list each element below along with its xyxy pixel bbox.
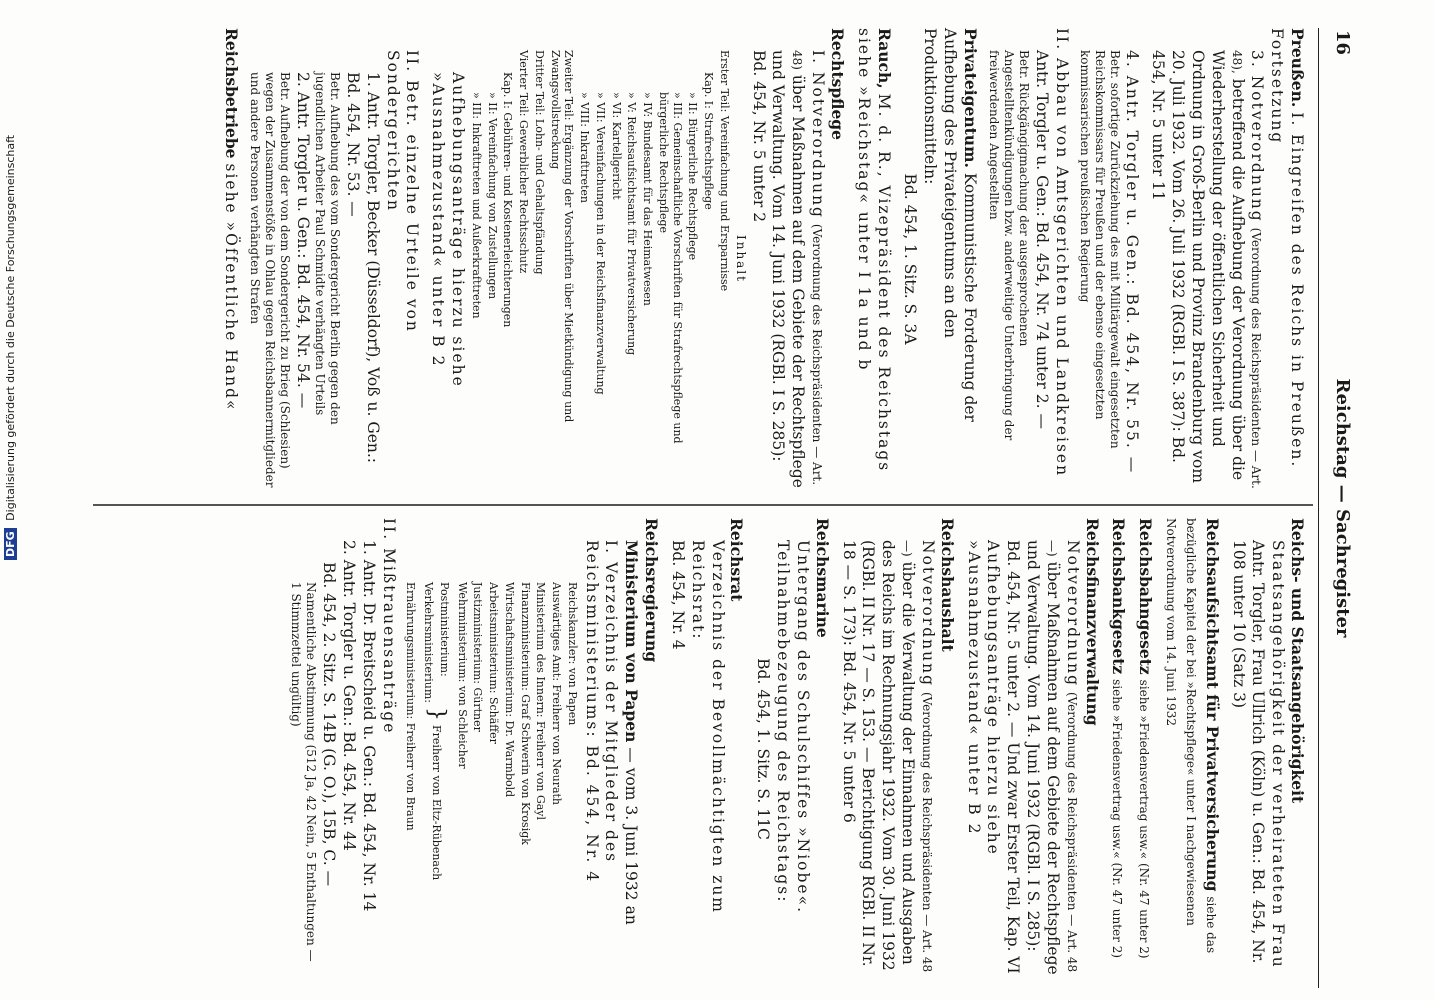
column-divider <box>93 504 1313 506</box>
item-note: Betr. sofortige Zurückziehung des mit Militärgewalt eingesetzten Reichskommissars für Preußen und der ebenso eingesetzten kommissarischen preußischen Regierung <box>1077 50 1122 449</box>
preussen-item-3 <box>1147 28 1266 490</box>
entry-text: siehe »Friedensvertrag usw.« (Nr. 47 unter 2) <box>1110 679 1125 959</box>
ministry-name: Ministerium von Papen <box>622 540 642 743</box>
entry-title: Reichsbetriebe <box>222 28 242 159</box>
item-note: Namentliche Abstimmung (512 Ja, 42 Nein, 5 Enthaltungen — <box>304 582 319 962</box>
entry-title: Reichshaushalt <box>937 518 957 652</box>
item-text: 1. Antr. Torgler, Becker (Düsseldorf), Voß u. Gen.: Bd. 454, Nr. 53. — <box>343 72 382 464</box>
toc-item: » VII: Vereinfachungen in der Reichsfinanzverwaltung <box>593 92 607 395</box>
toc-item: » VI: Kartellgericht <box>609 92 623 200</box>
minister-item: Postministerium: <box>437 582 451 677</box>
toc-item: » III: Inkrafttreten und Außerkrafttreten <box>469 92 483 319</box>
item-note: (Verordnung des Reichspräsidenten — Art. 48) <box>790 50 825 486</box>
reichsbahngesetz-entry <box>1134 518 1155 980</box>
item-note: Betr. Aufhebung der von dem Sondergericht zu Brieg (Schlesien) wegen der Zusammenstöße in Ohlau gegen Reichsbannermitglieder und andere Personen verhängten Strafen <box>248 72 293 488</box>
entry-title: Reichsaufsichtsamt für Privatversicherung <box>1202 518 1222 892</box>
abbau-entry <box>986 28 1071 490</box>
entry-text: siehe »Friedensvertrag usw.« (Nr. 47 unter 2) <box>1137 679 1152 959</box>
aufhebung-note: Aufhebungsanträge hierzu siehe »Ausnahmezustand« unter B 2 <box>429 72 468 388</box>
toc-item: Vierter Teil: Gewerblicher Rechtsschutz <box>517 50 531 274</box>
reichsbetriebe-entry <box>220 28 241 490</box>
entry-text: Verzeichnis der Bevollmächtigten zum Reichsrat: <box>688 540 727 915</box>
minister-item: Finanzministerium: Graf Schwerin von Krosigk <box>518 582 532 845</box>
toc-item: » VIII: Inkrafttreten <box>578 92 592 204</box>
toc-item: » IV: Bundesamt für das Heimatwesen <box>641 92 655 306</box>
toc-item: Kap. I: Strafrechtspflege <box>702 72 716 210</box>
item-text: 1. Antr. Dr. Breitscheid u. Gen.: Bd. 454, Nr. 14 <box>359 540 378 912</box>
item-text: über die Verwaltung der Einnahmen und Ausgaben des Reichs im Rechnungsjahr 1932. Vom 30. Juni 1932 (RGBl. II Nr. 17 — S. 153. — Berichtigung RGBl. II Nr. 18 — S. 173): Bd. 454, Nr. 5 unter 6 <box>839 540 918 971</box>
entry-title: Preußen. <box>1288 28 1307 108</box>
entry-title: Reichsmarine <box>812 518 832 638</box>
rauch-entry <box>853 28 894 490</box>
entry-text: Antr. Torgler u. Gen.: Bd. 454, Nr. 74 unter 2. — <box>1032 50 1051 429</box>
right-column <box>288 518 1307 980</box>
item-label: Notverordnung <box>918 540 937 687</box>
reichshaushalt-entry <box>838 518 957 980</box>
minister-list <box>404 518 579 980</box>
entry-title: Rechtspflege <box>827 28 847 141</box>
minister-item: Ministerium des Innern: Freiherr von Gayl <box>534 582 548 821</box>
entry-text: Staatsangehörigkeit der verheirateten Frau <box>1269 540 1288 969</box>
dfg-logo: DFG <box>4 528 17 560</box>
page-number: 16 <box>1332 30 1353 56</box>
item-text: betreffend die Aufhebung der Verordnung über die Wiederherstellung der öffentlichen Sicherheit und Ordnung in Groß-Berlin und Provinz Brandenburg vom 20. Juli 1932. Vom 26. Juli 1932 (RGBl. I S. 387): Bd. 454, Nr. 5 unter 11 <box>1149 50 1247 484</box>
entry-title: Reichsfinanzverwaltung <box>1082 518 1102 726</box>
minister-item: Arbeitsministerium: Schäffer <box>487 582 501 744</box>
rechtspflege-entry <box>247 28 847 490</box>
item-label: II. Mißtrauensanträge <box>379 518 398 735</box>
entry-text: Kommunistische Forderung der Aufhebung des Privateigentums an den Produktionsmitteln: <box>921 28 979 422</box>
item-label: 4. Antr. Torgler u. Gen.: Bd. 454, Nr. 55. — <box>1123 50 1142 475</box>
entry-ref: Bd. 454, 1. Sitz. S. 3A <box>901 173 920 345</box>
item-text: über Maßnahmen auf dem Gebiete der Rechtspflege und Verwaltung. Vom 14. Juni 1932 (RGBl. I S. 285): Bd. 454, Nr. 5 unter 2 <box>749 50 808 488</box>
aufsichtsamt-entry <box>1161 518 1221 980</box>
minister-shared: Freiherr von Eltz-Rübenach <box>429 725 443 881</box>
minister-item: Wehrministerium: von Schleicher <box>455 582 469 769</box>
toc-list <box>469 28 731 490</box>
entry-title: Privateigentum. <box>960 28 980 168</box>
item-note: (Verordnung des Reichspräsidenten — Art. 48), <box>1229 50 1264 489</box>
entry-title: II. Abbau von Amtsgerichten und Landkreisen <box>1052 28 1071 478</box>
aufhebung-note: Aufhebungsanträge hierzu siehe »Ausnahmezustand« unter B 2 <box>964 540 1003 856</box>
minister-item: Wirtschaftsministerium: Dr. Warmbold <box>502 582 516 798</box>
item-note: Betr. Aufhebung des vom Sondergericht Berlin gegen den jugendlichen Arbeiter Paul Schmidte verhängten Urteils <box>313 72 343 425</box>
digitization-footer <box>4 130 24 560</box>
item-note: (Verordnung des Reichspräsidenten — Art. 48 —) <box>900 540 934 973</box>
item-text: über Maßnahmen auf dem Gebiete der Rechtspflege und Verwaltung. Vom 14. Juni 1932 (RGBl. I S. 285): Bd. 454, Nr. 5 unter 2. — Und zwar Erster Teil, Kap. VI <box>1004 540 1062 975</box>
entry-text: I. Eingreifen des Reichs in Preußen. Fortsetzung <box>1268 28 1306 469</box>
minister-item: Auswärtiges Amt: Freiherr von Neurath <box>550 582 564 806</box>
item-label: 3. Notverordnung <box>1248 50 1267 223</box>
reichsmarine-entry <box>752 518 831 980</box>
page-header <box>1318 28 1357 988</box>
minister-item: Reichskanzler: von Papen <box>565 582 579 726</box>
item-label: I. Notverordnung <box>809 50 828 219</box>
left-column <box>220 28 1307 490</box>
entry-text: Untergang des Schulschiffes »Niobe«. Teilnahmebezeugung des Reichstags: <box>774 540 812 914</box>
brace-icon: } <box>423 707 449 721</box>
preussen-entry <box>1266 28 1307 490</box>
minister-item: Justizministerium: Gürtner <box>471 582 485 732</box>
item-text: 2. Antr. Torgler u. Gen.: Bd. 454, Nr. 44 <box>339 540 358 851</box>
toc-item: » II: Vereinfachung von Zustellungen <box>485 92 499 300</box>
entry-text: siehe das bezügliche Kapitel der bei »Rechtspflege« unter I nachgewiesenen Notverordnung vom 14. Juni 1932 <box>1164 518 1218 954</box>
toc-item: » V: Reichsaufsichtsamt für Privatversicherung <box>625 92 639 356</box>
item-note: (Verordnung des Reichspräsidenten — Art. 48 —) <box>1044 540 1079 973</box>
page-title: Reichstag — Sachregister <box>1332 378 1353 638</box>
footer-text: Digitalisierung gefördert durch die Deutsche Forschungsgemeinschaft <box>4 134 17 521</box>
entry-title: Reichsbahngesetz <box>1136 518 1156 675</box>
item-note: 1 Stimmzettel ungültig) <box>289 582 304 727</box>
reichsfinanzverwaltung-entry <box>963 518 1102 980</box>
ministry-date: — vom 3. Juni 1932 an <box>622 747 641 925</box>
entry-text: siehe »Öffentliche Hand« <box>222 163 241 412</box>
toc-item: Dritter Teil: Lohn- und Gehaltspfändung <box>532 50 546 275</box>
entry-title: Reichs- und Staatsangehörigkeit <box>1288 518 1307 804</box>
reichsregierung-entry <box>288 518 661 980</box>
reichsrat-entry <box>667 518 746 980</box>
entry-ref: Bd. 454, 1. Sitz. S. 11C <box>754 658 773 840</box>
toc-item: Kap. I: Gebühren- und Kostenerleichterungen <box>501 72 515 328</box>
minister-item: Verkehrsministerium: <box>422 582 436 703</box>
item-label: Notverordnung <box>1063 540 1082 687</box>
reichsbankgesetz-entry <box>1108 518 1129 980</box>
item-label: I. Verzeichnis der Mitglieder des Reichsministeriums: Bd. 454, Nr. 4 <box>582 540 621 884</box>
entry-title: Reichsregierung <box>642 518 662 663</box>
rotated-page-content <box>77 28 1357 988</box>
entry-note: Betr. Rückgängigmachung der ausgesprochenen Angestelltenkündigungen bzw. anderweitige Unterbringung der freiwerdenden Angestellten <box>986 50 1031 441</box>
entry-ref: Antr. Torgler, Frau Ullrich (Köln) u. Gen.: Bd. 454, Nr. 108 unter 10 (Satz 3) <box>1229 540 1268 964</box>
toc-item: Zweiter Teil: Ergänzung der Vorschriften über Mietkündigung und Zwangsvollstreckung <box>548 50 576 423</box>
privateigentum-entry <box>900 28 980 490</box>
entry-title: Reichsbankgesetz <box>1109 518 1129 675</box>
entry-text: M. d. R., Vizepräsident des Reichstags siehe »Reichstag« unter I 1a und b <box>854 28 893 473</box>
toc-item: Erster Teil: Vereinfachung und Ersparnisse <box>717 50 731 292</box>
entry-title: Reichsrat <box>727 518 747 602</box>
toc-item: » II: Bürgerliche Rechtspflege <box>686 92 700 261</box>
toc-heading: Inhalt <box>733 234 748 283</box>
preussen-item-4 <box>1077 28 1142 490</box>
staatsangehoerigkeit-entry <box>1228 518 1307 980</box>
minister-item: Ernährungsministerium: Freiherr von Braun <box>404 582 418 831</box>
toc-item: » III: Gemeinschaftliche Vorschriften für Strafrechtspflege und bürgerliche Rechtspflege <box>656 92 684 444</box>
item-label: II. Betr. einzelne Urteile von Sondergerichten <box>383 50 422 333</box>
item-text: 2. Antr. Torgler u. Gen.: Bd. 454, Nr. 54. — <box>294 72 313 409</box>
item-text: Bd. 454, 2. Sitz. S. 14B (G. O.), 15B, C. — <box>320 562 339 887</box>
entry-ref: Bd. 454, Nr. 4 <box>668 540 687 650</box>
entry-title: Rauch, <box>874 28 894 89</box>
